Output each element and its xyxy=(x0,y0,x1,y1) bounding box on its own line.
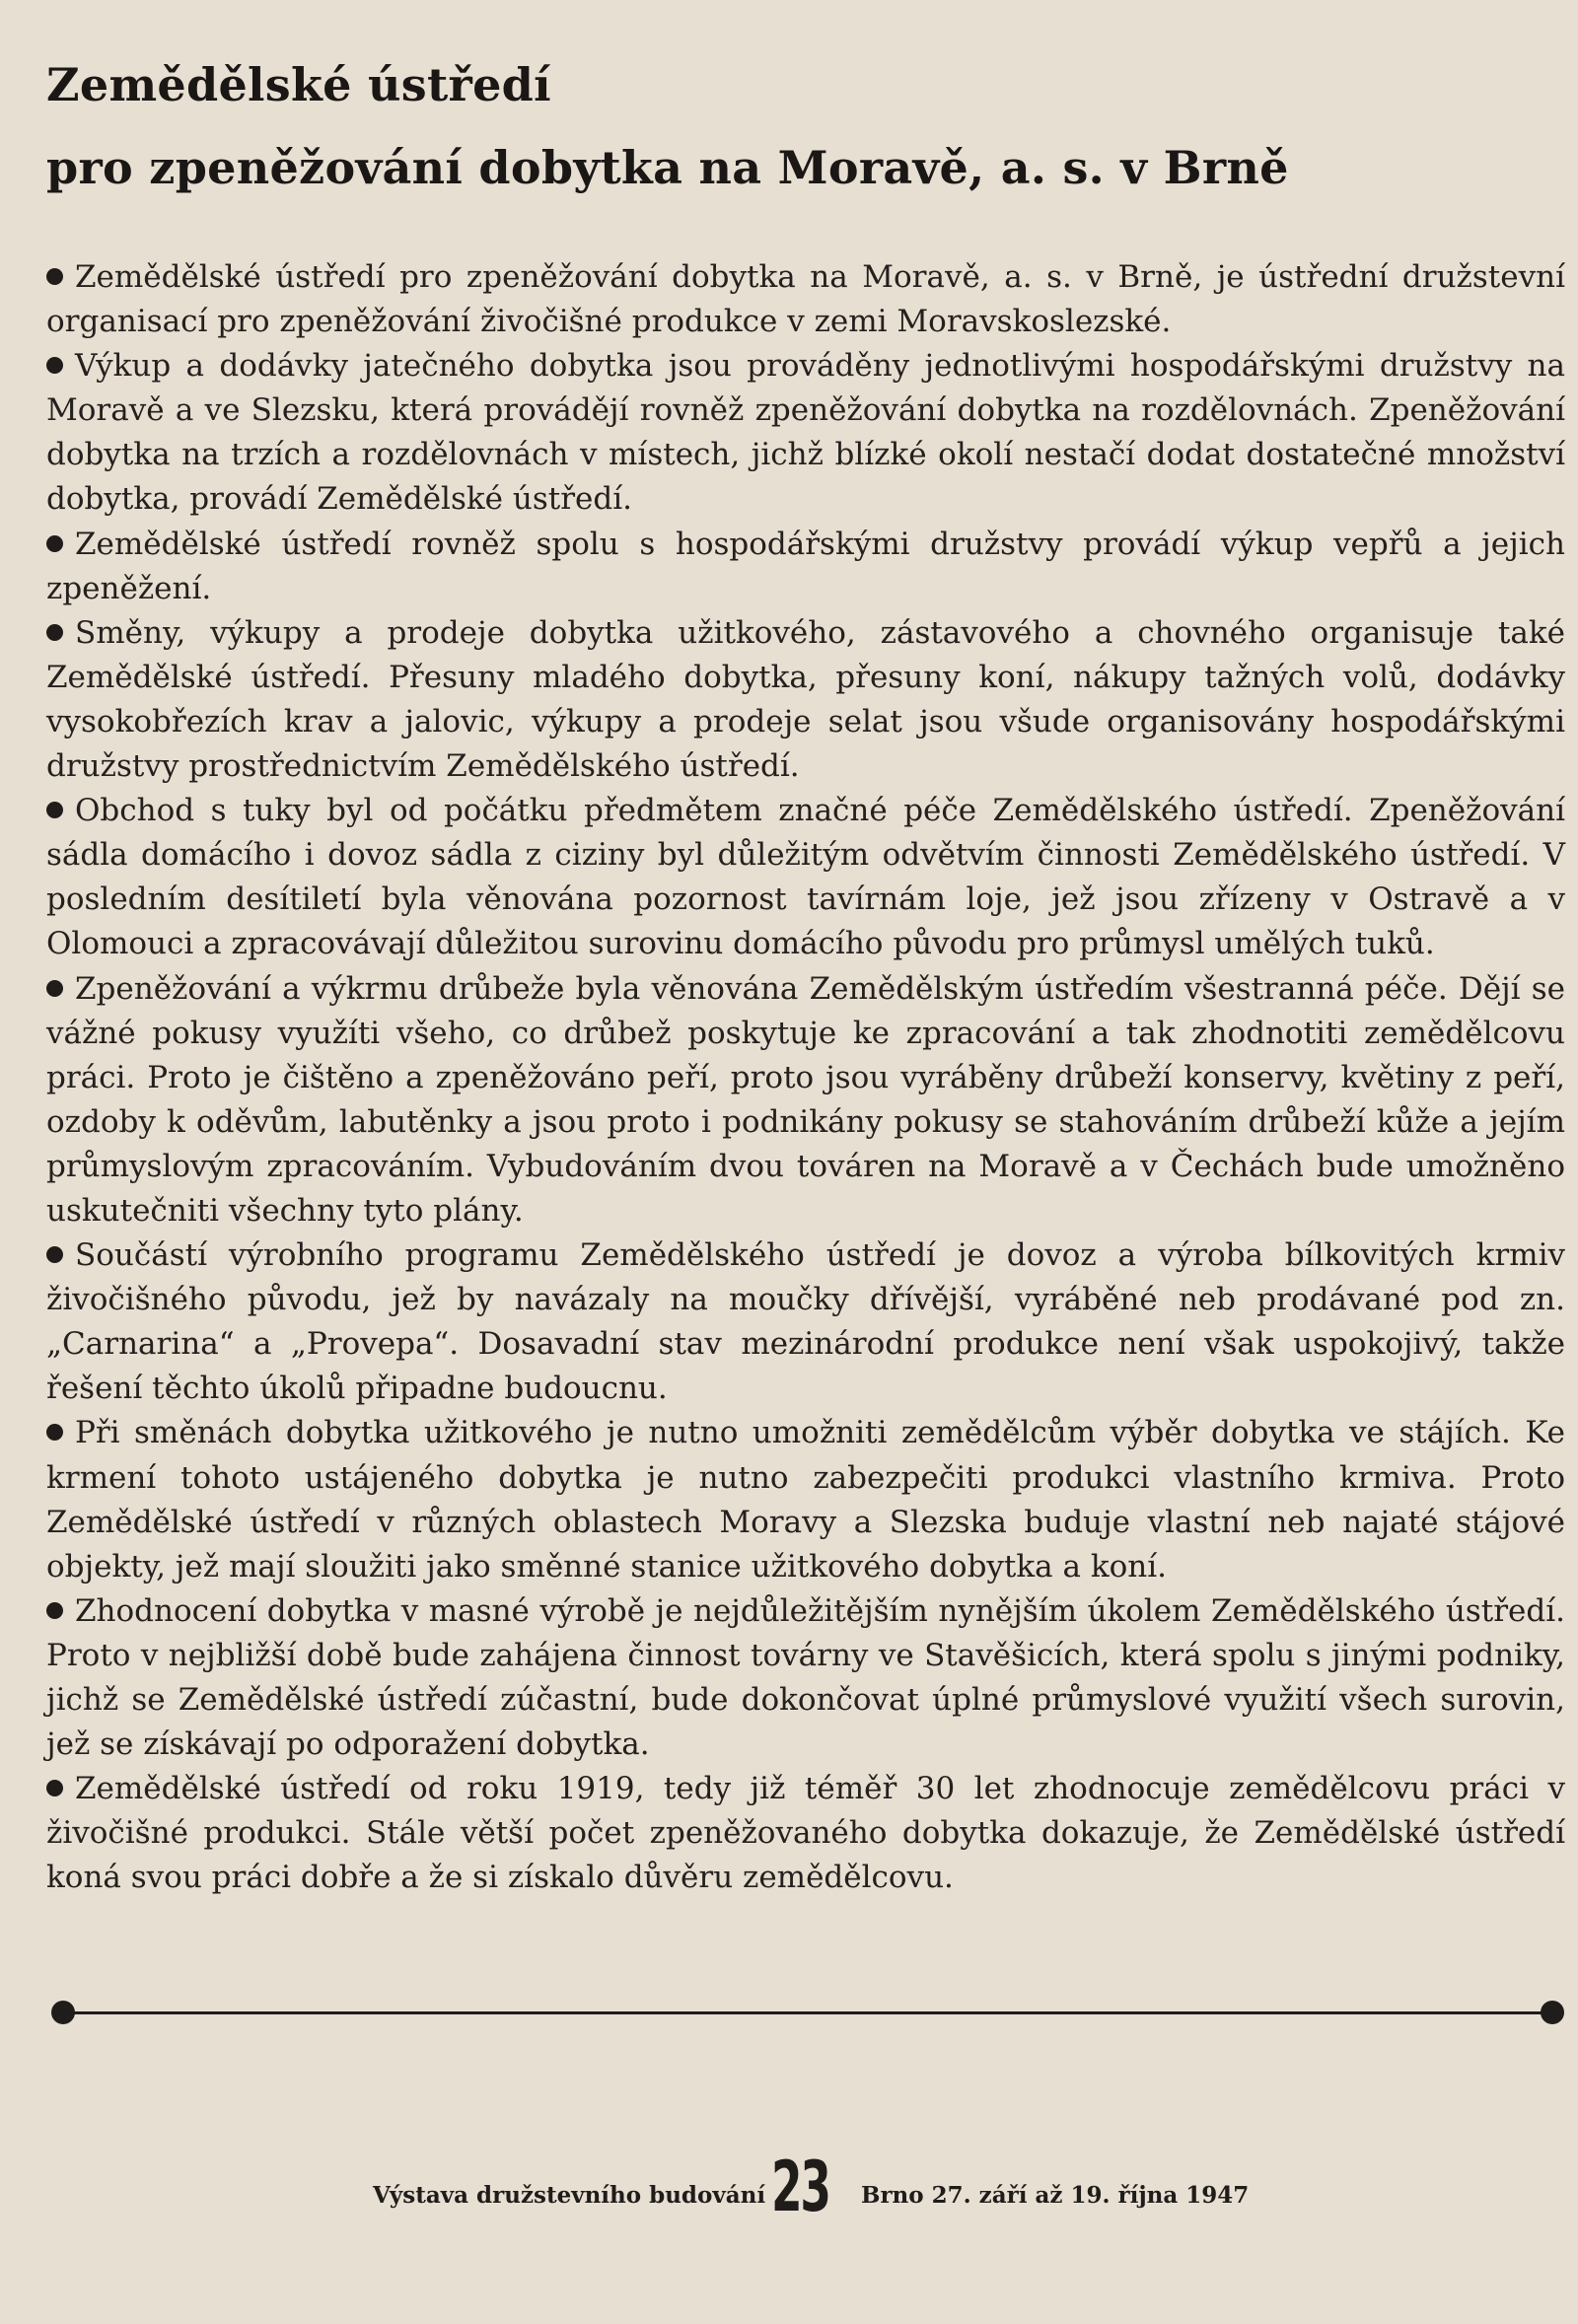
bullet-icon xyxy=(46,1780,63,1796)
paragraph-text: Výkup a dodávky jatečného dobytka jsou prováděny jednotlivými hospodářskými družstvy na Moravě a ve Slezsku, která provádějí rovněž zpeněžování dobytka na rozdělovnách. Zpeněžování dobytka na trzích a rozdělovnách v místech, jichž blízké okolí nestačí dodat dostatečné množství dobytka, provádí Zemědělské ústředí. xyxy=(46,348,1565,518)
footer-exhibition-title: Výstava družstevního budování xyxy=(373,2182,766,2209)
divider-dot-left-icon xyxy=(51,2001,75,2024)
paragraph-text: Zhodnocení dobytka v masné výrobě je nejdůležitějším nynějším úkolem Zemědělského ústředí. Proto v nejbližší době bude zahájena činnost továrny ve Stavěšicích, která spolu s jinými podniky, jichž se Zemědělské ústředí zúčastní, bude dokončovat úplné průmyslové využití všech surovin, jež se získávají po odporažení dobytka. xyxy=(46,1592,1565,1763)
page-footer xyxy=(0,2149,1578,2228)
page-number: 23 xyxy=(771,2147,829,2227)
bullet-icon xyxy=(46,624,63,641)
bullet-icon xyxy=(46,268,63,285)
paragraph-text: Při směnách dobytka užitkového je nutno umožniti zemědělcům výběr dobytka ve stájích. Ke krmení tohoto ustájeného dobytka je nutno zabezpečiti produkci vlastního krmiva. Proto Zemědělské ústředí v různých oblastech Moravy a Slezska buduje vlastní neb najaté stájové objekty, jež mají sloužiti jako směnné stanice užitkového dobytka a koní. xyxy=(46,1415,1565,1585)
bullet-icon xyxy=(46,1602,63,1619)
title-line-1: Zemědělské ústředí xyxy=(46,58,551,111)
bullet-icon xyxy=(46,1246,63,1263)
bullet-icon xyxy=(46,1424,63,1441)
paragraph-text: Součástí výrobního programu Zemědělského ústředí je dovoz a výroba bílkovitých krmiv živočišného původu, jež by navázaly na moučky dřívější, vyráběné neb prodávané pod zn. „Carnarina“ a „Provepa“. Dosavadní stav mezinárodní produkce není však uspokojivý, takže řešení těchto úkolů připadne budoucnu. xyxy=(46,1237,1565,1407)
paragraph-text: Zemědělské ústředí rovněž spolu s hospodářskými družstvy provádí výkup vepřů a jejich zpeněžení. xyxy=(46,526,1565,606)
paragraph-text: Zemědělské ústředí pro zpeněžování dobytka na Moravě, a. s. v Brně, je ústřední družstevní organisací pro zpeněžování živočišné produkce v zemi Moravskoslezské. xyxy=(46,259,1565,340)
paragraph-text: Směny, výkupy a prodeje dobytka užitkového, zástavového a chovného organisuje také Zemědělské ústředí. Přesuny mladého dobytka, přesuny koní, nákupy tažných volů, dodávky vysokobřezích krav a jalovic, výkupy a prodeje selat jsou všude organisovány hospodářskými družstvy prostřednictvím Zemědělského ústředí. xyxy=(46,614,1565,785)
paragraph-text: Zpeněžování a výkrmu drůbeže byla věnována Zemědělským ústředím všestranná péče. Dějí se vážné pokusy využíti všeho, co drůbež poskytuje ke zpracování a tak zhodnotiti zemědělcovu práci. Proto je čištěno a zpeněžováno peří, proto jsou vyráběny drůbeží konservy, květiny z peří, ozdoby k oděvům, labutěnky a jsou proto i podnikány pokusy se stahováním drůbeží kůže a jejím průmyslovým zpracováním. Vybudováním dvou továren na Moravě a v Čechách bude umožněno uskutečniti všechny tyto plány. xyxy=(46,970,1565,1229)
paragraph xyxy=(46,1589,1565,1767)
bullet-icon xyxy=(46,802,63,818)
bullet-icon xyxy=(46,535,63,552)
paragraph xyxy=(46,967,1565,1234)
bullet-icon xyxy=(46,980,63,997)
divider-rule xyxy=(59,2011,1554,2014)
paragraph xyxy=(46,789,1565,966)
paragraph xyxy=(46,344,1565,522)
title-line-2: pro zpeněžování dobytka na Moravě, a. s. v Brně xyxy=(46,141,1289,194)
paragraph xyxy=(46,1233,1565,1411)
paragraph-text: Zemědělské ústředí od roku 1919, tedy již téměř 30 let zhodnocuje zemědělcovu práci v živočišné produkci. Stále větší počet zpeněžovaného dobytka dokazuje, že Zemědělské ústředí koná svou práci dobře a že si získalo důvěru zemědělcovu. xyxy=(46,1771,1565,1896)
paragraph xyxy=(46,1767,1565,1900)
divider-dot-right-icon xyxy=(1541,2001,1564,2024)
paragraph-text: Obchod s tuky byl od počátku předmětem značné péče Zemědělského ústředí. Zpeněžování sádla domácího i dovoz sádla z ciziny byl důležitým odvětvím činnosti Zemědělského ústředí. V posledním desítiletí byla věnována pozornost tavírnám loje, jež jsou zřízeny v Ostravě a v Olomouci a zpracovávají důležitou surovinu domácího původu pro průmysl umělých tuků. xyxy=(46,793,1565,962)
article-body xyxy=(46,255,1565,1900)
paragraph xyxy=(46,611,1565,789)
bullet-icon xyxy=(46,357,63,374)
paragraph xyxy=(46,523,1565,611)
footer-exhibition-dates: Brno 27. září až 19. října 1947 xyxy=(861,2182,1250,2209)
paragraph xyxy=(46,255,1565,344)
paragraph xyxy=(46,1411,1565,1588)
